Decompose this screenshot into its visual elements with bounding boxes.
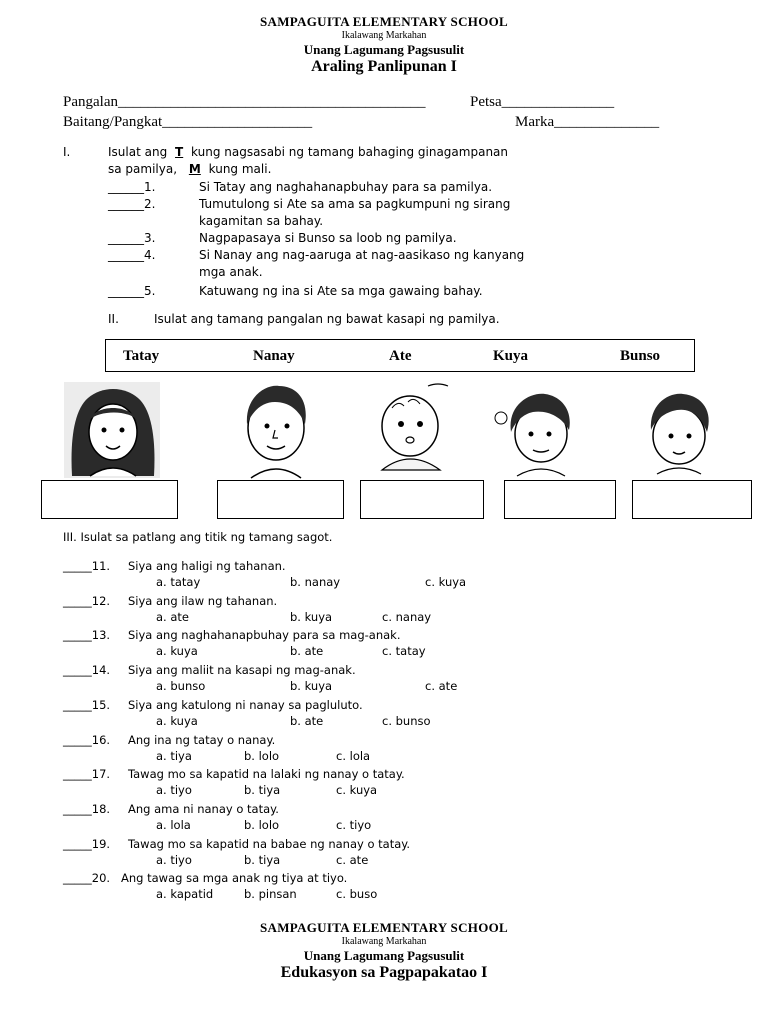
- part1-instruction-line2: [108, 162, 271, 176]
- tf-item-number[interactable]: ______1.: [108, 180, 156, 194]
- mc-question: Ang ina ng tatay o nanay.: [128, 732, 276, 747]
- mc-option: b. kuya: [290, 609, 333, 624]
- tf-item-number[interactable]: ______2.: [108, 197, 156, 211]
- mc-question: Ang ama ni nanay o tatay.: [128, 801, 279, 816]
- baby-drawing: [368, 378, 454, 478]
- mc-option: b. tiya: [244, 852, 281, 867]
- tf-item-number[interactable]: ______4.: [108, 248, 156, 262]
- mc-option: c. bunso: [382, 713, 431, 728]
- mc-option: a. bunso: [156, 679, 206, 694]
- part1-instr-c: sa pamilya,: [108, 162, 178, 176]
- mc-option: b. nanay: [290, 575, 341, 589]
- mc-option: c. ate: [336, 852, 369, 867]
- part1-instr-d: kung mali.: [208, 162, 272, 176]
- mc-option: c. kuya: [336, 783, 378, 798]
- name-field[interactable]: Pangalan_________________________________________: [63, 94, 426, 110]
- mc-option: c. buso: [336, 887, 378, 902]
- mc-item-number[interactable]: _____12.: [63, 593, 111, 608]
- mc-item-number[interactable]: _____11.: [63, 559, 111, 573]
- mc-question: Siya ang haligi ng tahanan.: [128, 559, 286, 573]
- mc-option: c. lola: [336, 748, 371, 763]
- part1-instruction-line1: [108, 145, 508, 159]
- word-ate: Ate: [389, 348, 412, 364]
- word-bunso: Bunso: [620, 348, 661, 364]
- quarter-label: Ikalawang Markahan: [341, 30, 427, 41]
- mc-question: Siya ang naghahanapbuhay para sa mag-anak.: [128, 628, 401, 643]
- mc-option: c. tatay: [382, 644, 426, 659]
- answer-box-3[interactable]: [360, 480, 484, 519]
- mc-option: a. kuya: [156, 713, 198, 728]
- mc-option: b. ate: [290, 644, 324, 659]
- grade-field[interactable]: Baitang/Pangkat____________________: [63, 114, 313, 130]
- mc-option: c. tiyo: [336, 817, 372, 832]
- mc-option: a. tiya: [156, 748, 192, 763]
- toddler-drawing: [637, 390, 723, 476]
- mc-question: Siya ang maliit na kasapi ng mag-anak.: [128, 663, 356, 678]
- word-nanay: Nanay: [253, 348, 295, 364]
- answer-box-5[interactable]: [632, 480, 752, 519]
- mc-item-number[interactable]: _____14.: [63, 663, 111, 678]
- footer-school-name: SAMPAGUITA ELEMENTARY SCHOOL: [260, 920, 508, 935]
- part1-instr-a: Isulat ang: [108, 145, 168, 159]
- tf-item-text: kagamitan sa bahay.: [199, 214, 324, 228]
- mc-item-number[interactable]: _____15.: [63, 697, 111, 712]
- part2-instruction: Isulat ang tamang pangalan ng bawat kasapi ng pamilya.: [154, 312, 500, 326]
- date-field[interactable]: Petsa_______________: [470, 94, 615, 110]
- mc-item-number[interactable]: _____19.: [63, 836, 111, 851]
- mc-option: c. nanay: [382, 609, 432, 624]
- mc-option: a. tiyo: [156, 852, 192, 867]
- tf-item-text: Si Tatay ang naghahanapbuhay para sa pamilya.: [199, 180, 493, 194]
- mc-option: b. pinsan: [244, 887, 297, 902]
- mc-option: c. kuya: [425, 575, 467, 589]
- false-marker: M: [188, 162, 201, 176]
- mc-question: Siya ang katulong ni nanay sa pagluluto.: [128, 697, 363, 712]
- mc-question: Siya ang ilaw ng tahanan.: [128, 593, 278, 608]
- man-drawing: [233, 380, 319, 480]
- tf-item-text: Si Nanay ang nag-aaruga at nag-aasikaso ng kanyang: [199, 248, 525, 262]
- mc-option: c. ate: [425, 679, 458, 694]
- mc-item-number[interactable]: _____17.: [63, 767, 111, 782]
- mc-item-number[interactable]: _____18.: [63, 801, 111, 816]
- tf-item-text: Katuwang ng ina si Ate sa mga gawaing bahay.: [199, 284, 483, 298]
- mc-option: b. lolo: [244, 817, 280, 832]
- word-bank: [105, 339, 695, 372]
- exam-title: Unang Lagumang Pagsusulit: [303, 42, 465, 57]
- tf-item-text: Nagpapasaya si Bunso sa loob ng pamilya.: [199, 231, 457, 245]
- mc-option: a. kuya: [156, 644, 198, 659]
- girl-drawing: [60, 380, 164, 480]
- subject-title: Araling Panlipunan I: [311, 58, 457, 75]
- mc-option: b. ate: [290, 713, 324, 728]
- score-field[interactable]: Marka______________: [515, 114, 660, 130]
- footer-subject-title: Edukasyon sa Pagpapakatao I: [280, 964, 488, 981]
- part3-instruction: III. Isulat sa patlang ang titik ng tamang sagot.: [63, 530, 333, 544]
- mc-option: b. kuya: [290, 679, 333, 694]
- word-tatay: Tatay: [123, 348, 160, 364]
- mc-question: Ang tawag sa mga anak ng tiya at tiyo.: [121, 871, 348, 886]
- mc-option: a. tatay: [156, 575, 201, 589]
- mc-option: a. ate: [156, 609, 189, 624]
- part1-number: I.: [63, 145, 71, 159]
- tf-item-number[interactable]: ______5.: [108, 284, 156, 298]
- mc-item-number[interactable]: _____13.: [63, 628, 111, 643]
- school-name: SAMPAGUITA ELEMENTARY SCHOOL: [260, 14, 508, 29]
- mc-option: a. tiyo: [156, 783, 192, 798]
- mc-question: Tawag mo sa kapatid na babae ng nanay o tatay.: [128, 836, 411, 851]
- answer-box-4[interactable]: [504, 480, 616, 519]
- mc-item-number[interactable]: _____16.: [63, 732, 111, 747]
- tf-item-text: mga anak.: [199, 265, 263, 279]
- footer-quarter-label: Ikalawang Markahan: [341, 936, 427, 947]
- tf-item-text: Tumutulong si Ate sa ama sa pagkumpuni ng sirang: [199, 197, 511, 211]
- boy-drawing: [489, 388, 585, 478]
- mc-option: b. tiya: [244, 783, 281, 798]
- mc-option: a. lola: [156, 817, 191, 832]
- mc-option: a. kapatid: [156, 887, 214, 902]
- word-kuya: Kuya: [493, 348, 529, 364]
- footer-exam-title: Unang Lagumang Pagsusulit: [303, 948, 465, 963]
- mc-item-number[interactable]: _____20.: [63, 871, 111, 886]
- tf-item-number[interactable]: ______3.: [108, 231, 156, 245]
- part2-number: II.: [108, 312, 119, 326]
- true-marker: T: [175, 145, 184, 159]
- mc-option: b. lolo: [244, 748, 280, 763]
- mc-question: Tawag mo sa kapatid na lalaki ng nanay o tatay.: [128, 767, 405, 782]
- answer-box-2[interactable]: [217, 480, 344, 519]
- part1-instr-b: kung nagsasabi ng tamang bahaging ginagampanan: [191, 145, 509, 159]
- answer-box-1[interactable]: [41, 480, 178, 519]
